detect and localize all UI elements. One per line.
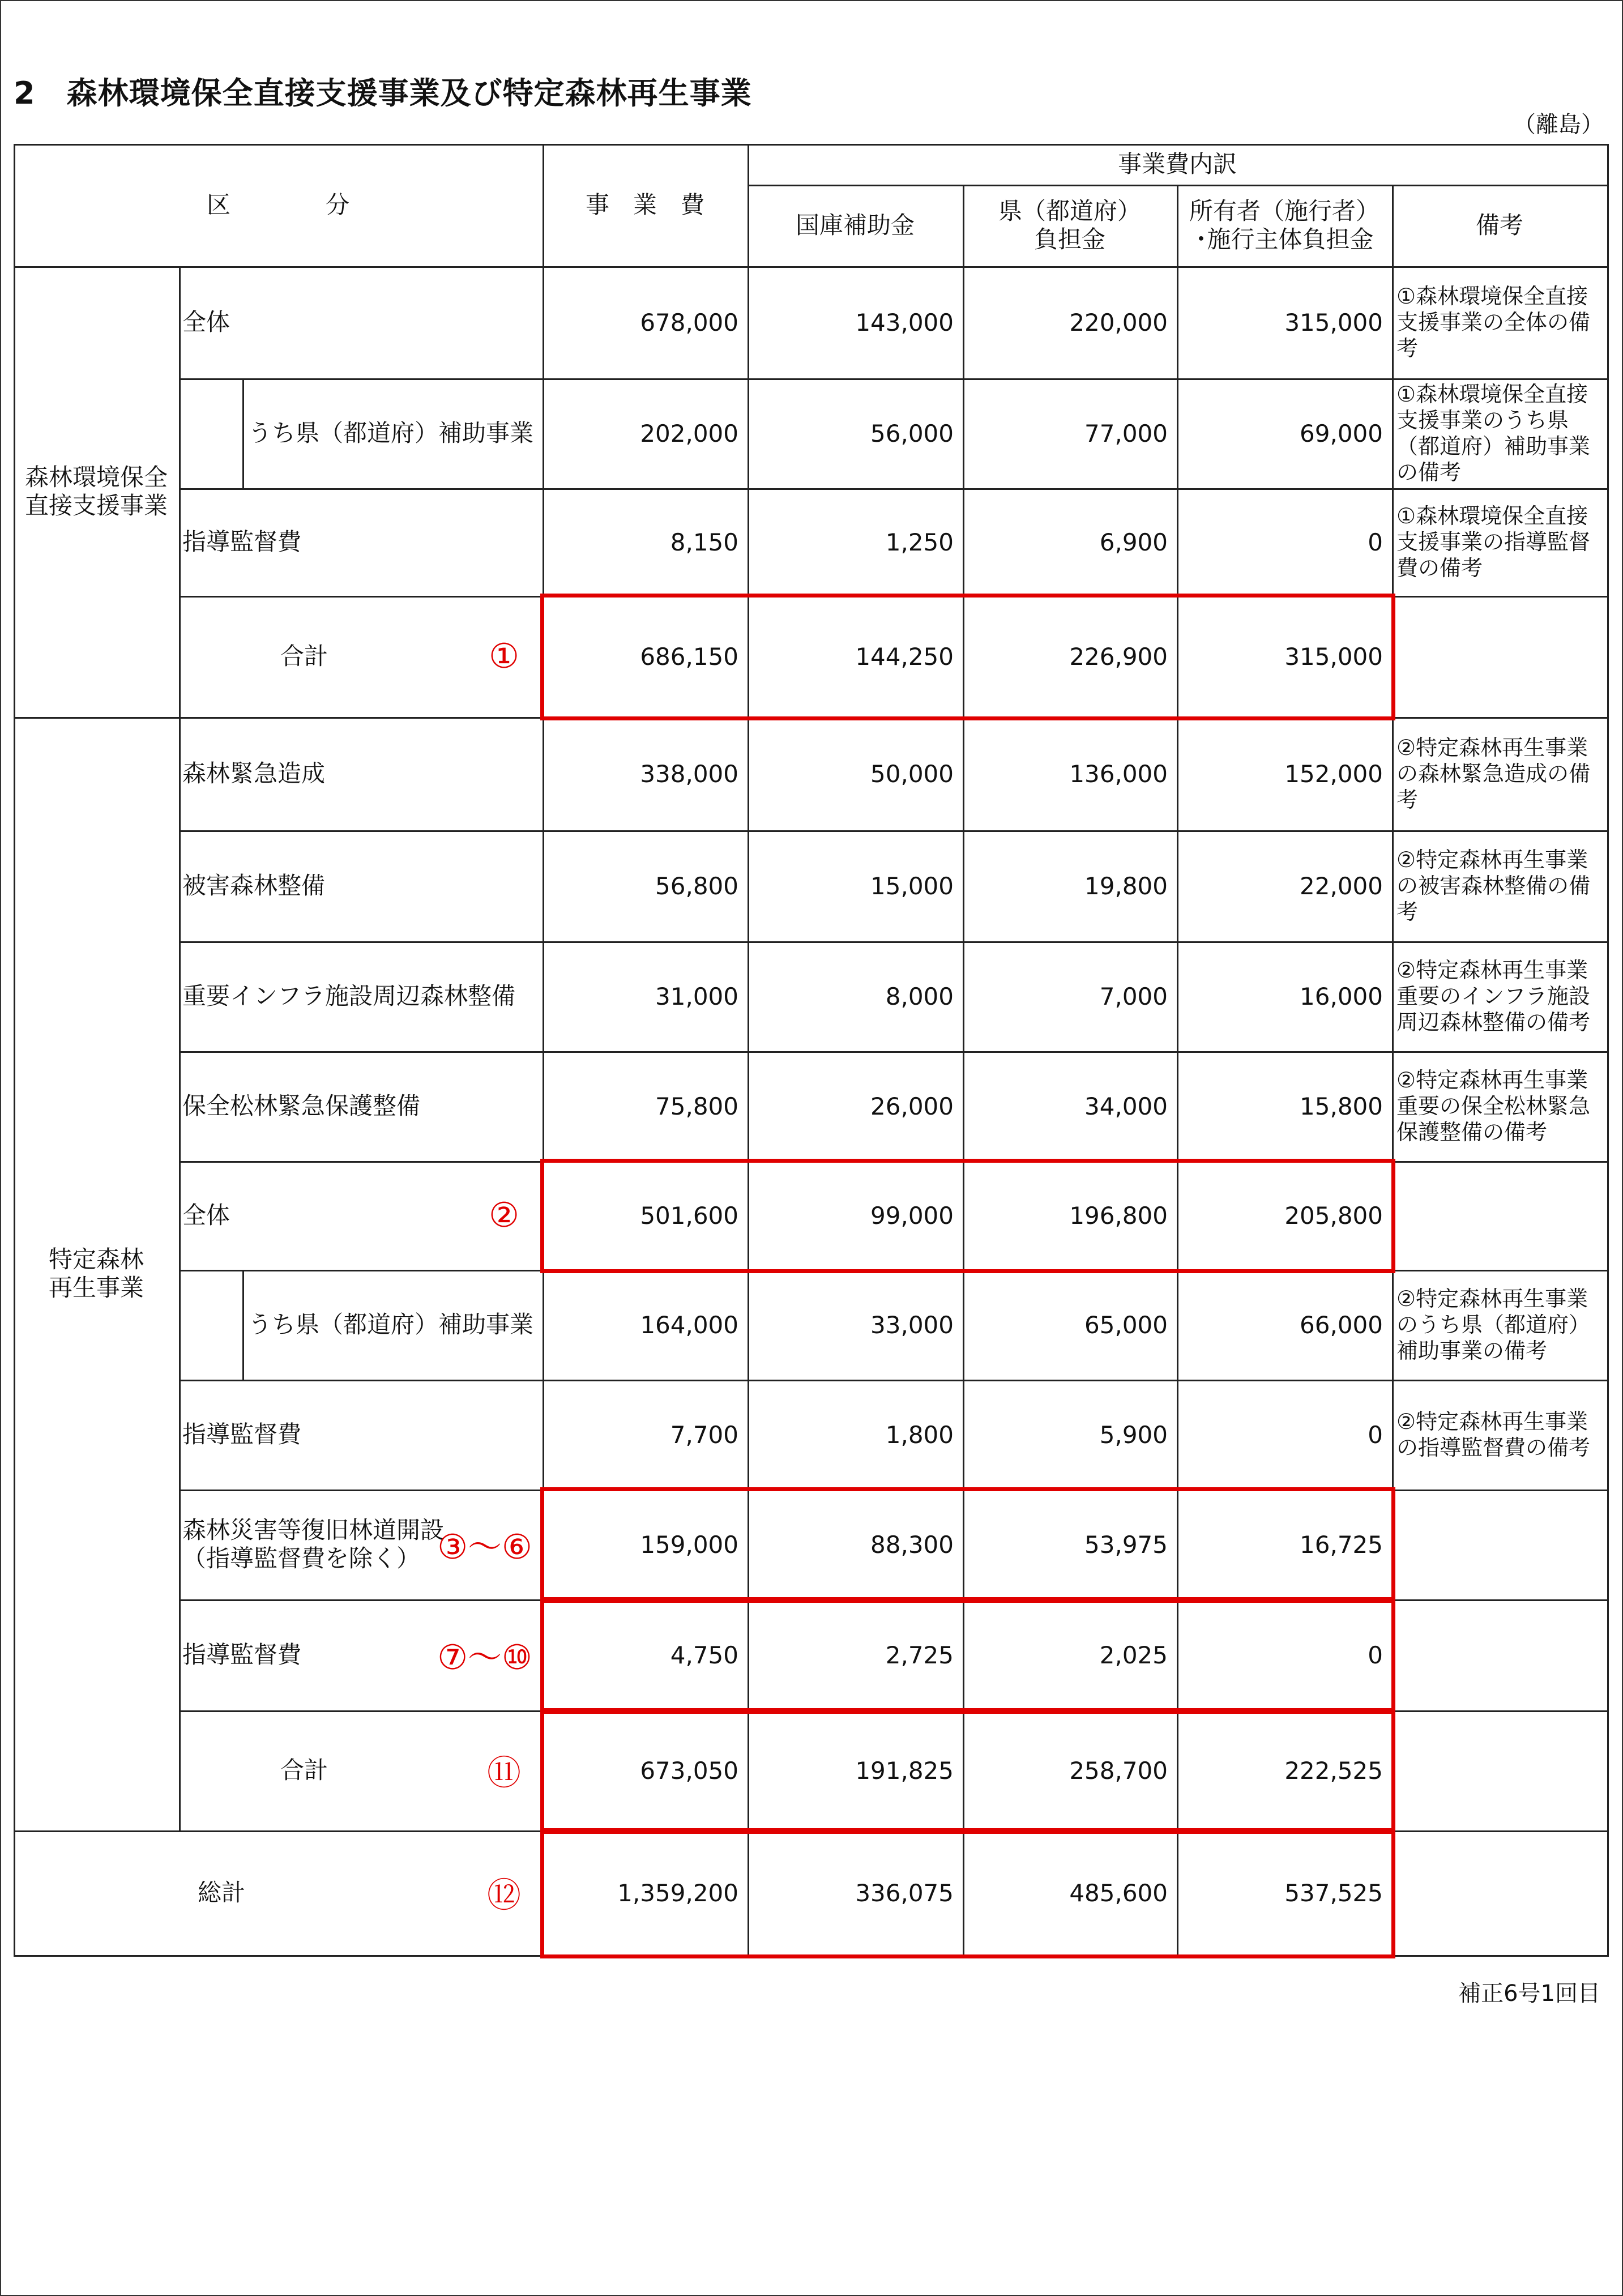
grid-line: [14, 144, 1609, 146]
amount-cell: 159,000: [640, 1530, 738, 1559]
grid-line: [179, 378, 1609, 380]
amount-cell: 15,800: [1300, 1092, 1383, 1120]
header-national-subsidy: 国庫補助金: [795, 211, 915, 239]
header-project-cost: 事 業 費: [585, 191, 704, 219]
remarks-cell: ②特定森林再生事業重要の保全松林緊急保護整備の備考: [1396, 1068, 1591, 1145]
amount-cell: 152,000: [1284, 759, 1383, 788]
amount-cell: 15,000: [870, 872, 954, 900]
amount-cell: 16,725: [1300, 1530, 1383, 1559]
annotation-marker: ⑪: [487, 1753, 521, 1793]
row-label: うち県（都道府）補助事業: [248, 1311, 534, 1338]
amount-cell: 65,000: [1084, 1311, 1168, 1339]
amount-cell: 205,800: [1284, 1201, 1383, 1230]
grid-line: [179, 488, 1609, 490]
grid-line: [179, 830, 1609, 832]
amount-cell: 0: [1368, 528, 1383, 556]
highlight-box: [540, 1597, 1395, 1714]
remarks-cell: ②特定森林再生事業の指導監督費の備考: [1396, 1409, 1591, 1460]
footnote: 補正6号1回目: [1458, 1981, 1600, 2007]
row-label: 合計: [280, 1756, 328, 1784]
row-label: 指導監督費: [182, 528, 302, 556]
amount-cell: 22,000: [1300, 872, 1383, 900]
amount-cell: 69,000: [1300, 419, 1383, 447]
remarks-cell: ①森林環境保全直接支援事業の指導監督費の備考: [1396, 503, 1591, 581]
row-label: 全体: [182, 1201, 230, 1229]
amount-cell: 2,725: [885, 1641, 954, 1669]
amount-cell: 5,900: [1099, 1420, 1168, 1449]
highlight-box: [540, 594, 1395, 720]
amount-cell: 16,000: [1300, 982, 1383, 1010]
group-label: 森林環境保全 直接支援事業: [24, 463, 168, 519]
highlight-box: [540, 1159, 1395, 1273]
amount-cell: 77,000: [1084, 419, 1168, 447]
annotation-marker: ⑦～⑩: [437, 1638, 532, 1678]
amount-cell: 202,000: [640, 419, 738, 447]
annotation-marker: ⑫: [487, 1876, 521, 1915]
annotation-marker: ①: [489, 637, 519, 676]
amount-cell: 143,000: [855, 308, 954, 336]
amount-cell: 686,150: [640, 642, 738, 671]
amount-cell: 33,000: [870, 1311, 954, 1339]
grid-line: [179, 1380, 1609, 1381]
grid-line: [242, 378, 244, 490]
row-label: 指導監督費: [182, 1641, 302, 1668]
row-label: うち県（都道府）補助事業: [248, 419, 534, 447]
remarks-cell: ②特定森林再生事業の森林緊急造成の備考: [1396, 735, 1591, 812]
header-remarks: 備考: [1475, 211, 1523, 239]
amount-cell: 196,800: [1069, 1201, 1168, 1230]
amount-cell: 50,000: [870, 759, 954, 788]
amount-cell: 164,000: [640, 1311, 738, 1339]
row-label: 被害森林整備: [182, 872, 326, 899]
amount-cell: 8,000: [885, 982, 954, 1010]
amount-cell: 336,075: [855, 1879, 954, 1907]
header-breakdown: 事業費内訳: [1117, 150, 1237, 178]
amount-cell: 2,025: [1099, 1641, 1168, 1669]
remarks-cell: ①森林環境保全直接支援事業の全体の備考: [1396, 284, 1591, 361]
amount-cell: 56,800: [655, 872, 738, 900]
amount-cell: 34,000: [1084, 1092, 1168, 1120]
remarks-cell: ②特定森林再生事業の被害森林整備の備考: [1396, 847, 1591, 924]
highlight-box: [540, 1708, 1395, 1834]
remarks-cell: ①森林環境保全直接支援事業のうち県（都道府）補助事業の備考: [1396, 382, 1591, 485]
amount-cell: 99,000: [870, 1201, 954, 1230]
amount-cell: 56,000: [870, 419, 954, 447]
header-owner-share: 所有者（施行者） ･施行主体負担金: [1189, 197, 1379, 253]
amount-cell: 31,000: [655, 982, 738, 1010]
row-label: 指導監督費: [182, 1420, 302, 1448]
amount-cell: 258,700: [1069, 1756, 1168, 1785]
annotation-marker: ③～⑥: [437, 1527, 532, 1567]
amount-cell: 19,800: [1084, 872, 1168, 900]
amount-cell: 315,000: [1284, 308, 1383, 336]
group-label: 特定森林 再生事業: [48, 1245, 144, 1301]
amount-cell: 7,700: [670, 1420, 738, 1449]
amount-cell: 226,900: [1069, 642, 1168, 671]
annotation-marker: ②: [489, 1196, 519, 1235]
amount-cell: 537,525: [1284, 1879, 1383, 1907]
page-title: 2 森林環境保全直接支援事業及び特定森林再生事業: [14, 75, 752, 111]
amount-cell: 222,525: [1284, 1756, 1383, 1785]
amount-cell: 338,000: [640, 759, 738, 788]
amount-cell: 0: [1368, 1420, 1383, 1449]
row-label: 合計: [280, 642, 328, 670]
amount-cell: 144,250: [855, 642, 954, 671]
grid-line: [179, 266, 181, 1832]
amount-cell: 673,050: [640, 1756, 738, 1785]
grid-line: [179, 1051, 1609, 1053]
amount-cell: 4,750: [670, 1641, 738, 1669]
amount-cell: 220,000: [1069, 308, 1168, 336]
amount-cell: 26,000: [870, 1092, 954, 1120]
row-label: 保全松林緊急保護整備: [182, 1092, 421, 1120]
highlight-box: [540, 1487, 1395, 1603]
remarks-cell: ②特定森林再生事業重要のインフラ施設周辺森林整備の備考: [1396, 958, 1591, 1035]
region-label: （離島）: [1513, 112, 1604, 138]
header-category: 区 分: [206, 191, 349, 219]
amount-cell: 485,600: [1069, 1879, 1168, 1907]
amount-cell: 136,000: [1069, 759, 1168, 788]
row-label: 全体: [182, 308, 230, 336]
header-prefecture-share: 県（都道府） 負担金: [998, 197, 1141, 253]
amount-cell: 8,150: [670, 528, 738, 556]
row-label: 森林災害等復旧林道開設 （指導監督費を除く）: [182, 1516, 445, 1572]
amount-cell: 1,359,200: [617, 1879, 738, 1907]
highlight-box: [540, 1828, 1395, 1958]
amount-cell: 6,900: [1099, 528, 1168, 556]
grid-line: [14, 144, 15, 1957]
amount-cell: 191,825: [855, 1756, 954, 1785]
row-label: 重要インフラ施設周辺森林整備: [182, 982, 516, 1010]
amount-cell: 315,000: [1284, 642, 1383, 671]
grid-line: [1607, 144, 1609, 1957]
amount-cell: 1,250: [885, 528, 954, 556]
amount-cell: 1,800: [885, 1420, 954, 1449]
amount-cell: 88,300: [870, 1530, 954, 1559]
amount-cell: 75,800: [655, 1092, 738, 1120]
amount-cell: 66,000: [1300, 1311, 1383, 1339]
remarks-cell: ②特定森林再生事業のうち県（都道府）補助事業の備考: [1396, 1286, 1591, 1363]
amount-cell: 53,975: [1084, 1530, 1168, 1559]
grid-line: [14, 266, 1609, 268]
row-label: 森林緊急造成: [182, 759, 326, 787]
amount-cell: 7,000: [1099, 982, 1168, 1010]
amount-cell: 501,600: [640, 1201, 738, 1230]
amount-cell: 678,000: [640, 308, 738, 336]
amount-cell: 0: [1368, 1641, 1383, 1669]
row-label: 総計: [197, 1879, 245, 1906]
grid-line: [242, 1270, 244, 1381]
grid-line: [179, 941, 1609, 943]
